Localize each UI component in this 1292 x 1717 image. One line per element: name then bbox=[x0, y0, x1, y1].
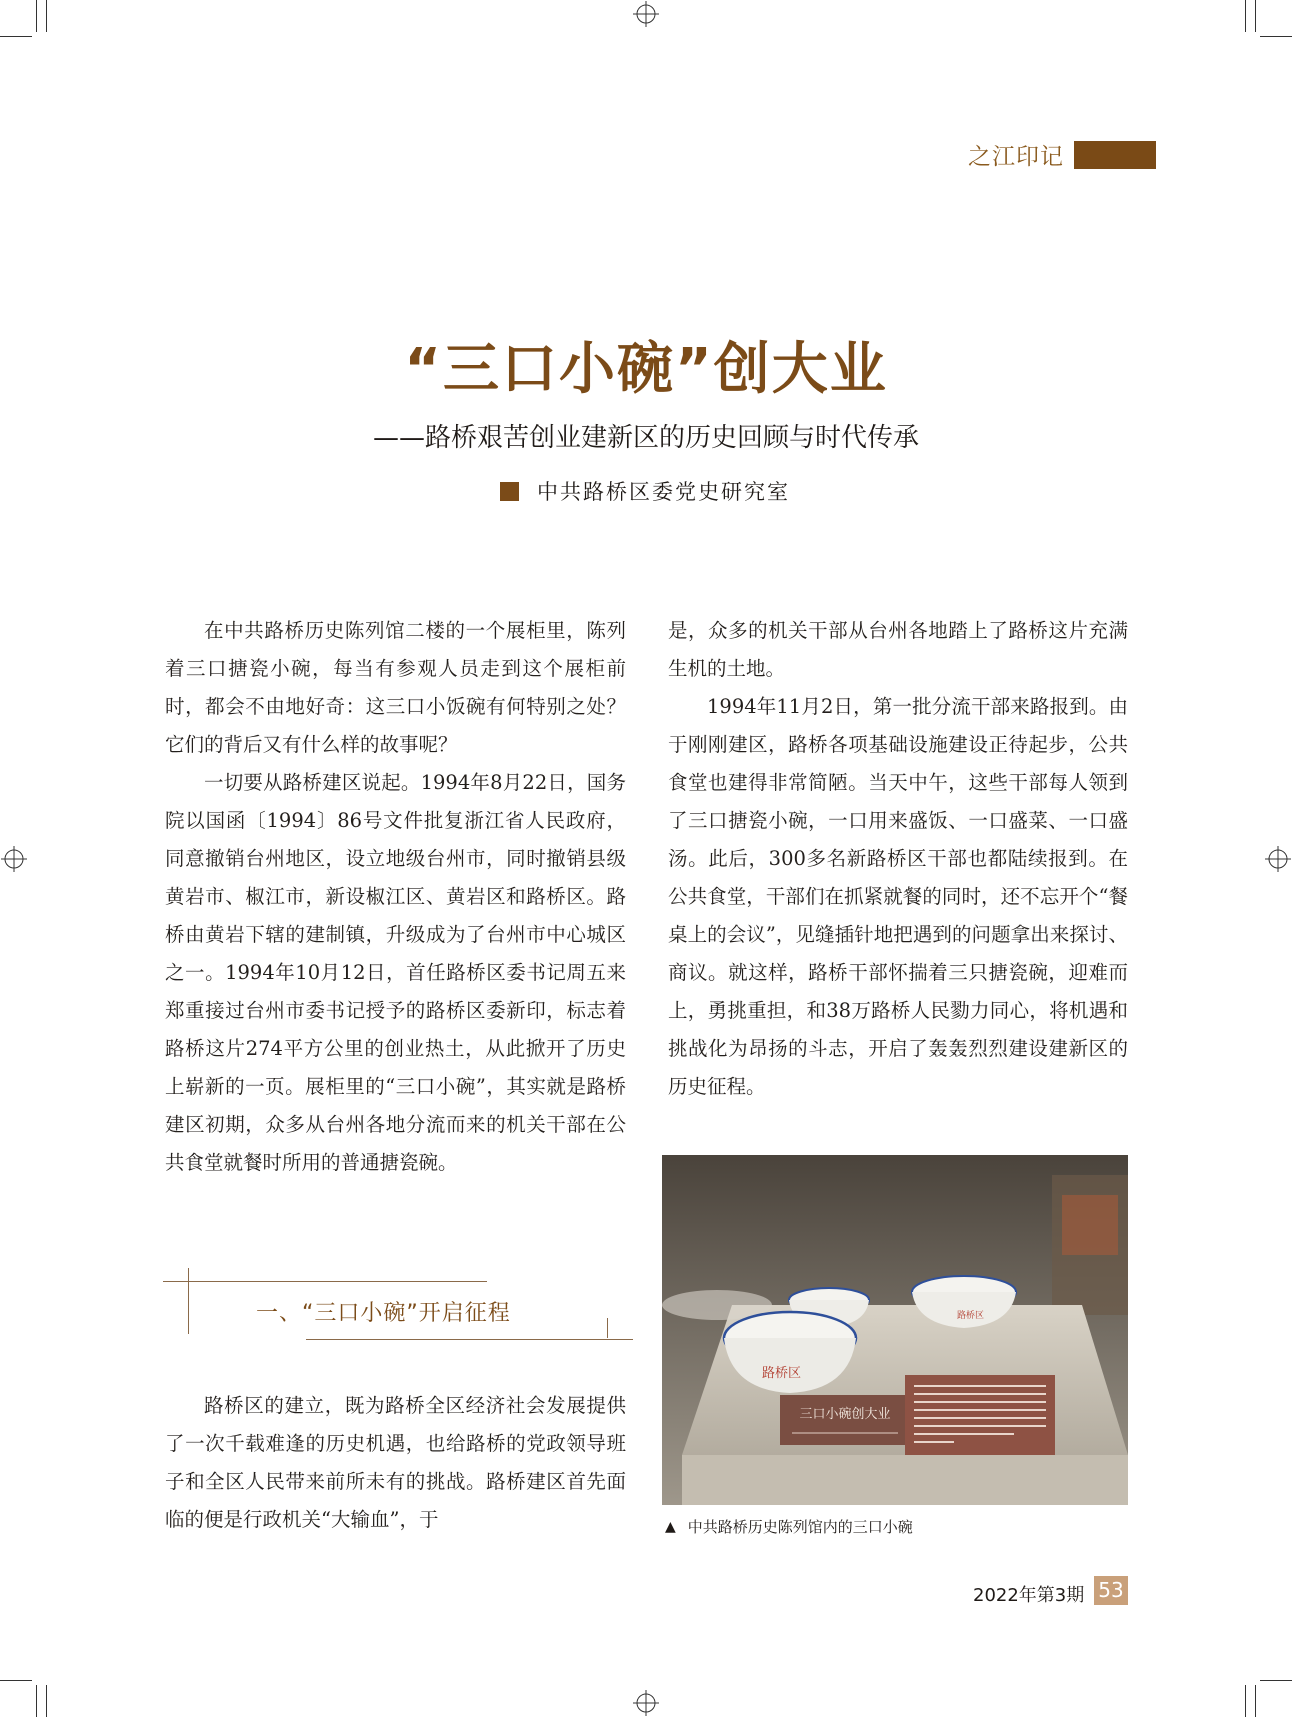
paragraph: 在中共路桥历史陈列馆二楼的一个展柜里，陈列着三口搪瓷小碗，每当有参观人员走到这个展柜前时，都会不由地好奇：这三口小饭碗有何特别之处？它们的背后又有什么样的故事呢？ bbox=[165, 619, 626, 756]
section-rule bbox=[607, 1318, 608, 1338]
left-column-section bbox=[165, 1387, 626, 1539]
registration-mark-icon bbox=[633, 1, 659, 27]
byline-square-icon bbox=[500, 482, 519, 501]
paragraph: 一切要从路桥建区说起。1994年8月22日，国务院以国函〔1994〕86号文件批复浙江省人民政府，同意撤销台州地区，设立地级台州市，同时撤销县级黄岩市、椒江市，新设椒江区、黄岩区和路桥区。路桥由黄岩下辖的建制镇，升级成为了台州市中心城区之一。1994年10月12日，首任路桥区委书记周五来郑重接过台州市委书记授予的路桥区委新印，标志着路桥这片274平方公里的创业热土，从此掀开了历史上崭新的一页。展柜里的“三口小碗”，其实就是路桥建区初期，众多从台州各地分流而来的机关干部在公共食堂就餐时所用的普通搪瓷碗。 bbox=[165, 771, 626, 1174]
exhibit-photo bbox=[662, 1155, 1128, 1505]
article-title: “三口小碗”创大业 bbox=[404, 337, 888, 402]
section-tag bbox=[968, 138, 1156, 171]
article-subtitle: ——路桥艰苦创业建新区的历史回顾与时代传承 bbox=[372, 423, 919, 453]
crop-mark bbox=[1245, 1685, 1246, 1717]
section-rule bbox=[163, 1281, 487, 1282]
crop-mark bbox=[1260, 1680, 1292, 1681]
crop-mark bbox=[36, 0, 37, 32]
exhibit-photo-illustration bbox=[662, 1155, 1128, 1505]
caption-triangle-icon: ▲ bbox=[665, 1518, 676, 1535]
crop-mark bbox=[0, 1680, 32, 1681]
issue-label: 2022年第3期 bbox=[973, 1585, 1085, 1606]
crop-mark bbox=[46, 1685, 47, 1717]
section-heading: 一、“三口小碗”开启征程 bbox=[256, 1301, 511, 1326]
crop-mark bbox=[1255, 0, 1256, 32]
bowl-marking: 路桥区 bbox=[762, 1366, 802, 1381]
section-tag-label: 之江印记 bbox=[968, 144, 1064, 170]
section-rule bbox=[188, 1268, 189, 1334]
section-tag-bar bbox=[1074, 141, 1156, 169]
registration-mark-icon bbox=[1, 846, 27, 872]
registration-mark-icon bbox=[633, 1690, 659, 1716]
section-rule bbox=[306, 1339, 633, 1340]
exhibit-label: 三口小碗创大业 bbox=[799, 1407, 891, 1422]
byline bbox=[500, 476, 790, 506]
photo-caption bbox=[665, 1516, 913, 1537]
paragraph-continuation: 是，众多的机关干部从台州各地踏上了路桥这片充满生机的土地。 bbox=[668, 619, 1128, 680]
left-column-intro bbox=[165, 612, 626, 1182]
registration-mark-icon bbox=[1265, 846, 1291, 872]
author: 中共路桥区委党史研究室 bbox=[537, 480, 790, 504]
page-number: 53 bbox=[1094, 1576, 1128, 1605]
crop-mark bbox=[1260, 36, 1292, 37]
crop-mark bbox=[36, 1685, 37, 1717]
crop-mark bbox=[0, 36, 32, 37]
crop-mark bbox=[1245, 0, 1246, 32]
paragraph: 路桥区的建立，既为路桥全区经济社会发展提供了一次千载难逢的历史机遇，也给路桥的党政领导班子和全区人民带来前所未有的挑战。路桥建区首先面临的便是行政机关“大输血”，于 bbox=[165, 1394, 626, 1531]
paragraph: 1994年11月2日，第一批分流干部来路报到。由于刚刚建区，路桥各项基础设施建设正待起步，公共食堂也建得非常简陋。当天中午，这些干部每人领到了三口搪瓷小碗，一口用来盛饭、一口盛菜、一口盛汤。此后，300多名新路桥区干部也都陆续报到。在公共食堂，干部们在抓紧就餐的同时，还不忘开个“餐桌上的会议”，见缝插针地把遇到的问题拿出来探讨、商议。就这样，路桥干部怀揣着三只搪瓷碗，迎难而上，勇挑重担，和38万路桥人民勠力同心，将机遇和挑战化为昂扬的斗志，开启了轰轰烈烈建设建新区的历史征程。 bbox=[668, 695, 1128, 1098]
right-column bbox=[668, 612, 1128, 1106]
crop-mark bbox=[46, 0, 47, 32]
bowl-marking: 路桥区 bbox=[957, 1311, 985, 1321]
caption-text: 中共路桥历史陈列馆内的三口小碗 bbox=[687, 1518, 913, 1536]
crop-mark bbox=[1255, 1685, 1256, 1717]
